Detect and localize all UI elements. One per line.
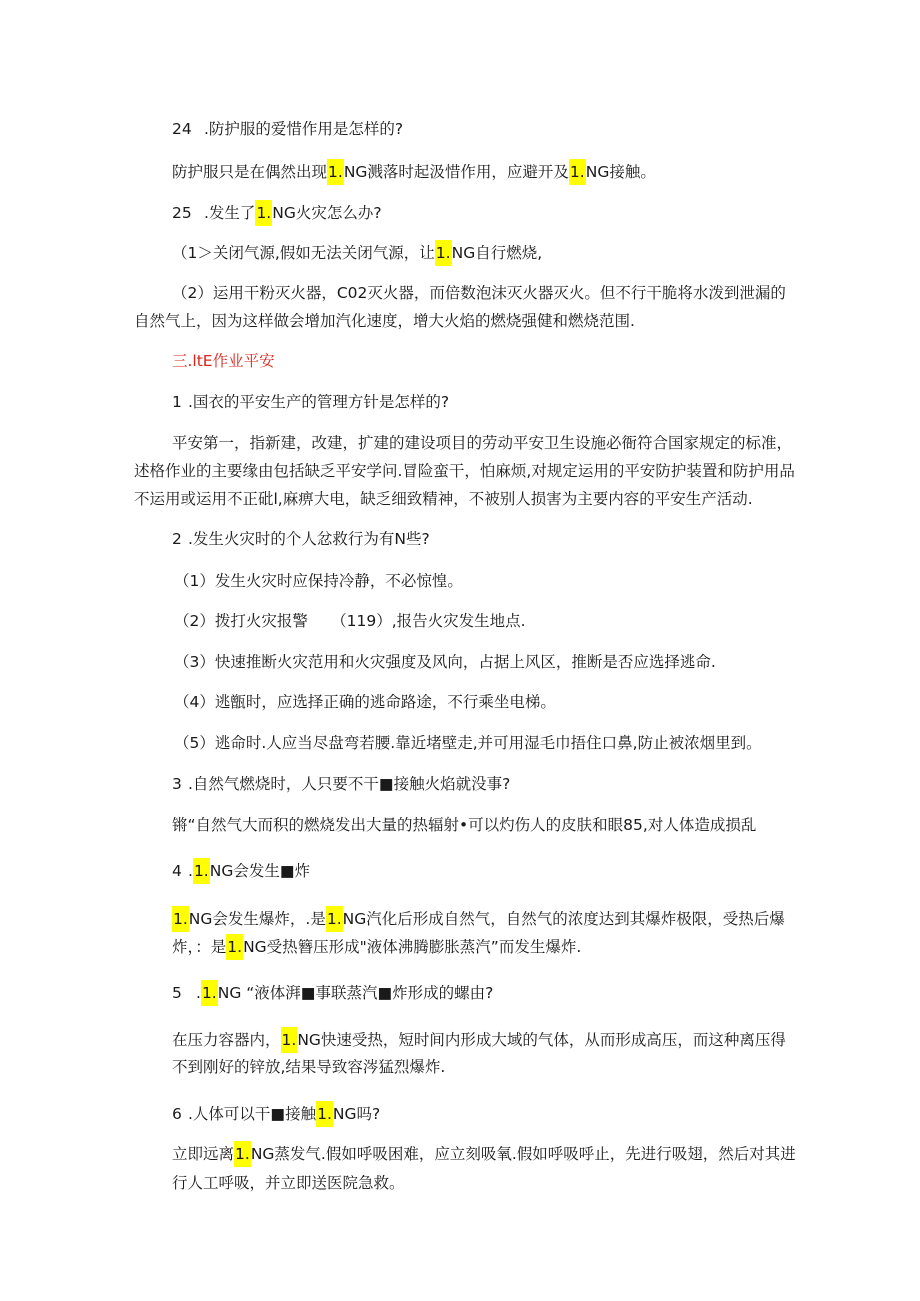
question-25: 25 .发生了1.NG火灾怎么办? [172,200,382,226]
question-3: 3 .自然气燃烧时，人只要不干■接触火焰就没事? [172,775,511,793]
highlight-lng: 1. [326,906,343,932]
answer-2-item-1: （1）发生火灾时应保持冷静，不必惊惶。 [174,572,463,590]
answer-1-line-1: 平安第一，指新建，改建，扩建的建设项目的劳动平安卫生设施必衙符合国家规定的标准， [172,434,793,452]
answer-25-item-2-line-1: （2）运用干粉灭火器，C02灭火器，而倍数泡沫灭火器灭火。但不行干脆将水泼到泄漏的 [172,284,786,302]
answer-4-line-2: 炸，：是1.NG受热簪压形成"液体沸腾膨胀蒸汽”而发生爆炸. [172,934,581,960]
highlight-lng: 1. [255,200,272,226]
answer-2-item-4: （4）逃甑时，应选择正确的逃命路途，不行乘坐电梯。 [174,693,556,711]
question-4: 4 .1.NG会发生■炸 [172,858,310,884]
highlight-lng: 1. [327,159,344,185]
answer-24: 防护服只是在偶然出现1.NG溅落时起汲惜作用，应避开及1.NG接触。 [172,159,656,185]
highlight-lng: 1. [435,240,452,266]
highlight-lng: 1. [201,980,218,1006]
highlight-lng: 1. [281,1027,298,1053]
answer-2-item-2: （2）拨打火灾报警 （119）,报告火灾发生地点. [174,612,526,630]
answer-4-line-1: 1.NG会发生爆炸，.是1.NG汽化后形成自然气，自然气的浓度达到其爆炸极限，受热后爆 [172,906,785,932]
answer-6-line-1: 立即远离1.NG蒸发气.假如呼吸困难，应立刻吸氧.假如呼吸呼止，先进行吸翅，然后对其进 [172,1141,796,1167]
answer-25-item-2-line-2: 自然气上，因为这样做会增加汽化速度，增大火焰的燃烧强健和燃烧范围. [134,312,635,330]
answer-6-line-2: 行人工呼吸，并立即送医院急救。 [172,1174,405,1192]
highlight-lng: 1. [226,934,243,960]
highlight-lng: 1. [316,1101,333,1127]
answer-1-line-2: 述格作业的主要缘由包括缺乏平安学问.冒险蛮干，怕麻烦,对规定运用的平安防护装置和防护用品 [134,462,795,480]
highlight-lng: 1. [172,906,189,932]
highlight-lng: 1. [569,159,586,185]
answer-25-item-1: （1＞关闭气源,假如无法关闭气源，让1.NG自行燃烧, [172,240,542,266]
answer-2-item-5: （5）逃命时.人应当尽盘弯若腰.靠近堵壁走,并可用湿毛巾捂住口鼻,防止被浓烟里到。 [174,734,762,752]
highlight-lng: 1. [193,858,210,884]
question-5: 5 .1.NG “液体湃■事联蒸汽■炸形成的螺由? [172,980,493,1006]
answer-2-item-3: （3）快速推断火灾范用和火灾强度及风向，占据上风区，推断是否应选择逃命. [174,653,716,671]
question-6: 6 .人体可以干■接触1.NG吗? [172,1101,380,1127]
question-1: 1 .国衣的平安生产的管理方针是怎样的? [172,393,450,411]
question-24: 24 .防护服的爱惜作用是怎样的? [172,120,404,138]
answer-5-line-2: 不到刚好的锌放,结果导致容涔猛烈爆炸. [172,1058,446,1076]
answer-3: 锵“自然气大而积的燃烧发出大量的热辐射•可以灼伤人的皮肤和眼85,对人体造成损乱 [172,816,757,834]
highlight-lng: 1. [234,1141,251,1167]
question-2: 2 .发生火灾时的个人忿救行为有N些? [172,530,430,548]
section-heading: 三.ltE作业平安 [172,352,275,370]
answer-1-line-3: 不运用或运用不正砒l,麻痹大电，缺乏细致精神，不被别人损害为主要内容的平安生产活动. [134,490,753,508]
answer-5-line-1: 在压力容器内，1.NG快速受热，短时间内形成大域的气体，从而形成高压，而这种离压得 [172,1027,786,1053]
